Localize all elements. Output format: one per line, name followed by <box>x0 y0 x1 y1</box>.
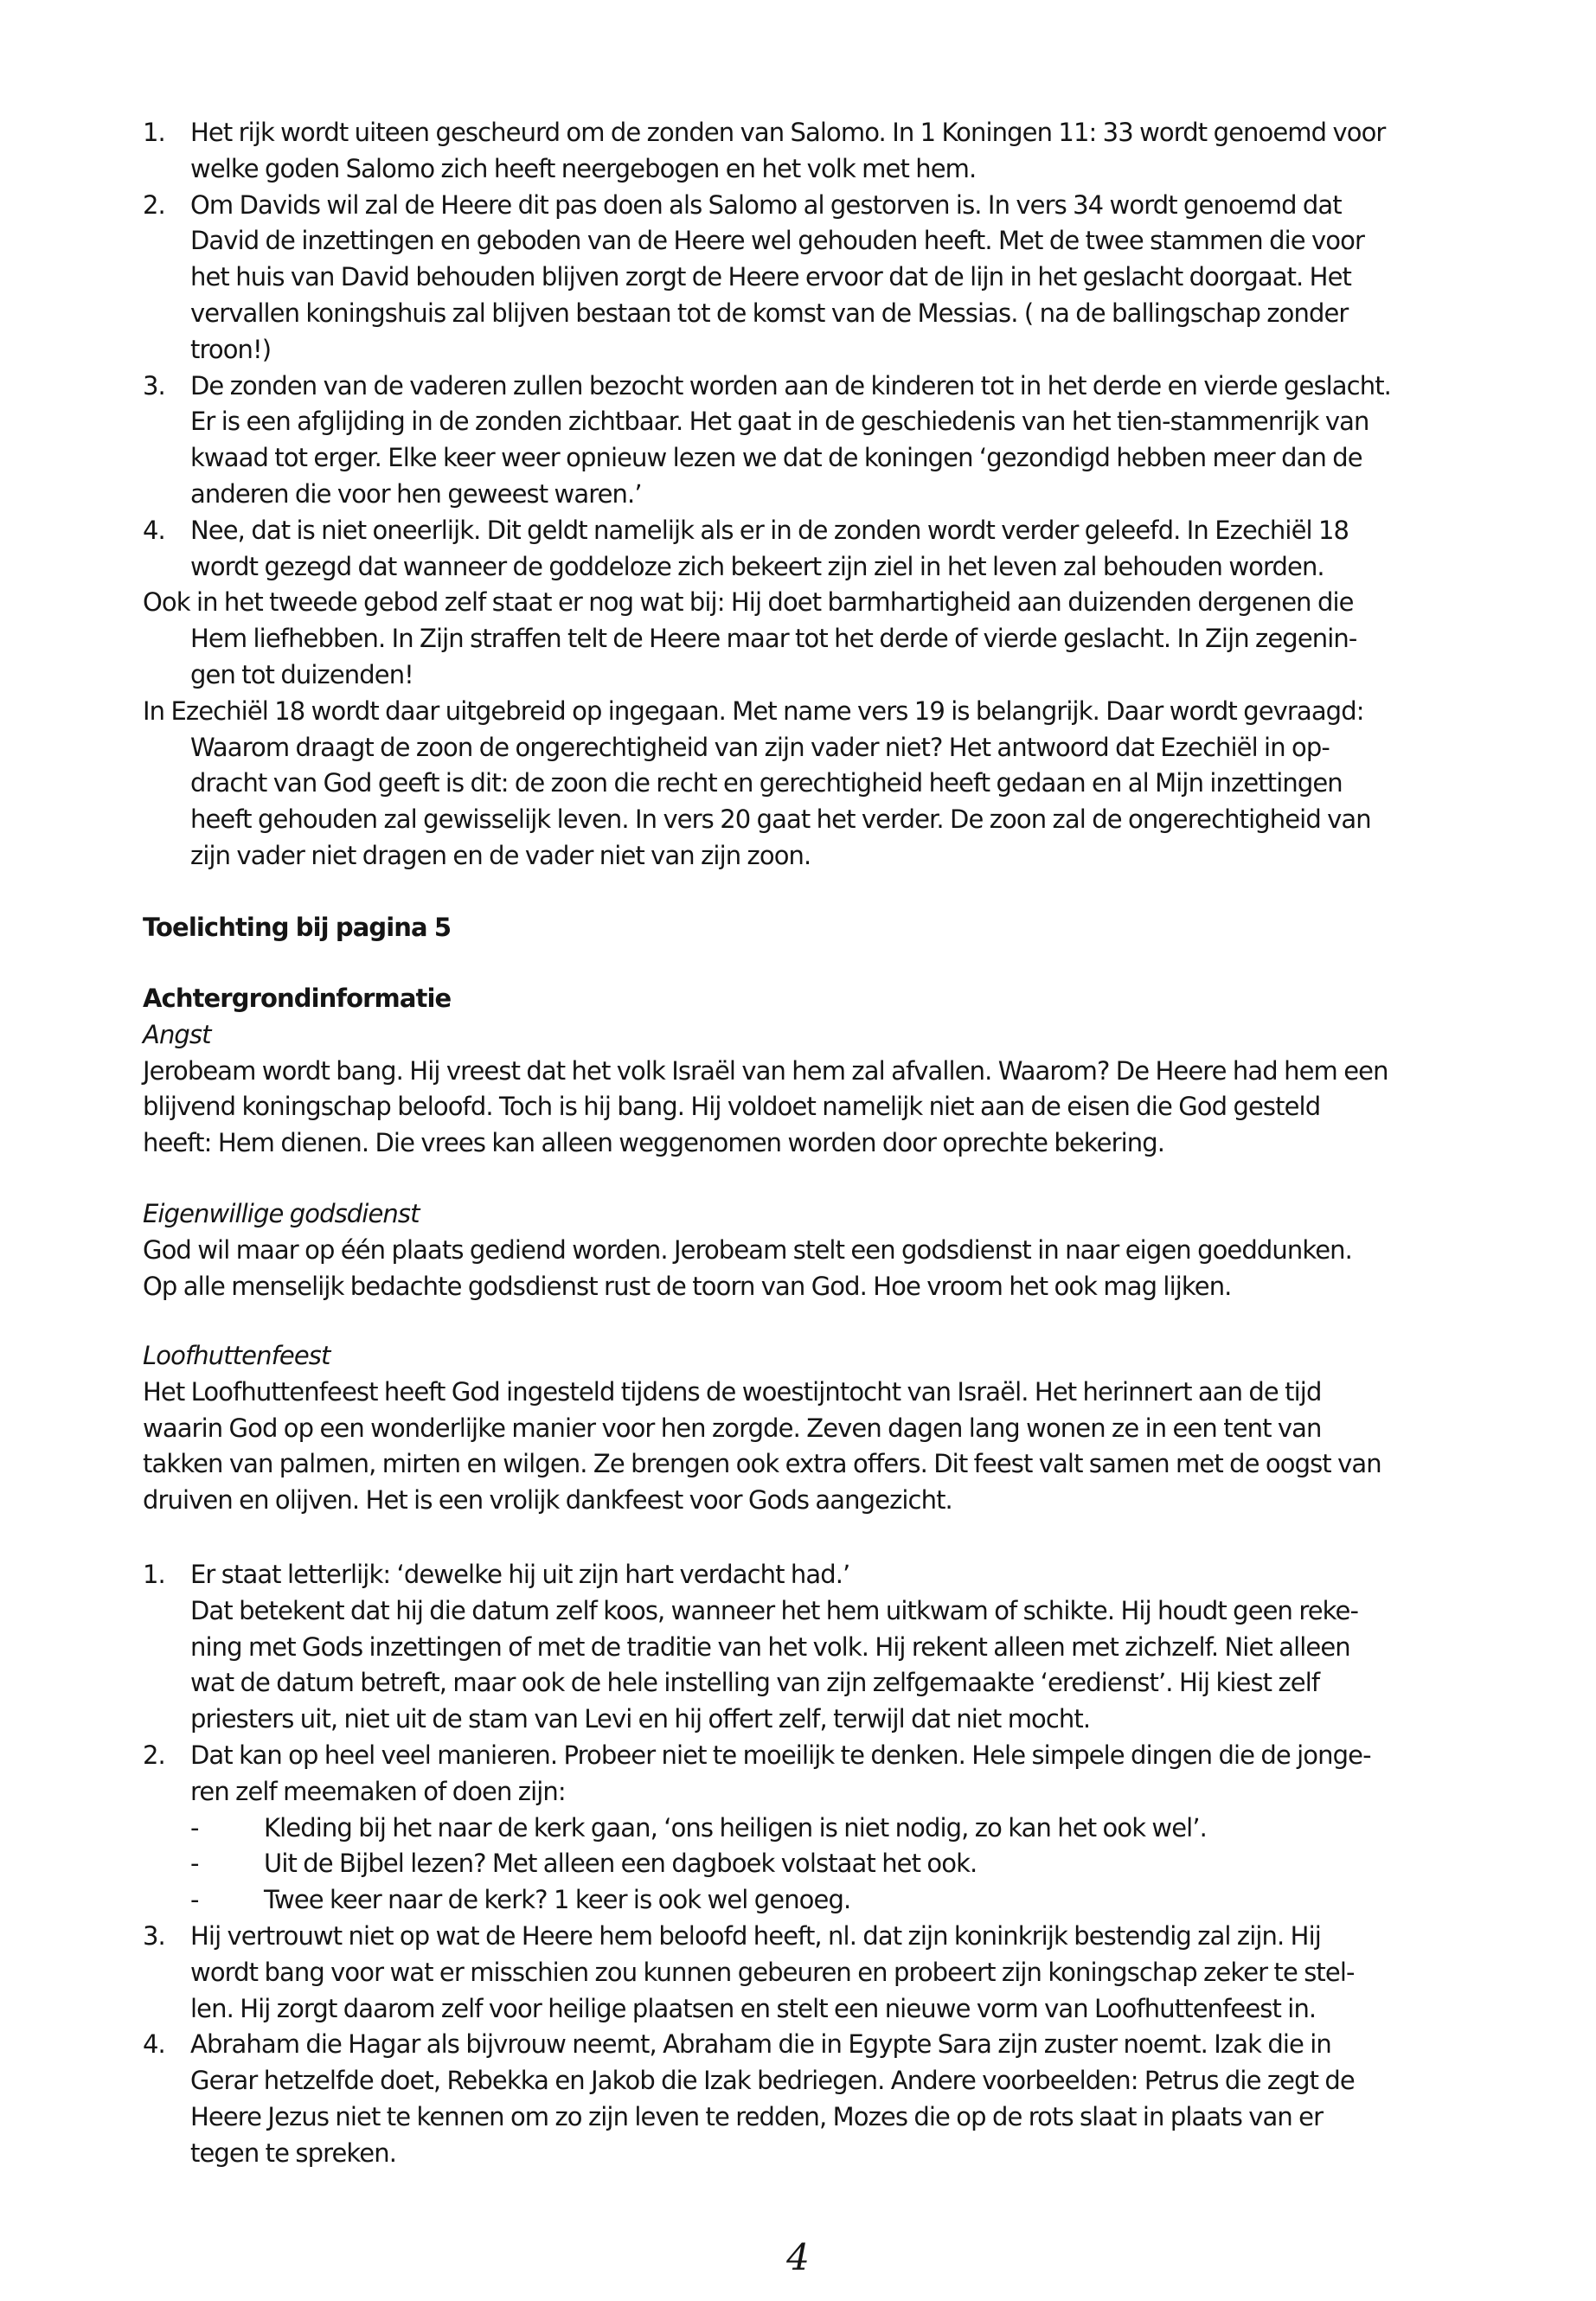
text-line: Het rijk wordt uiteen gescheurd om de zonden van Salomo. In 1 Koningen 11: 33 wordt genoemd voor <box>190 118 1386 147</box>
text-line: Twee keer naar de kerk? 1 keer is ook wel genoeg. <box>264 1885 851 1915</box>
text-line: Uit de Bijbel lezen? Met alleen een dagboek volstaat het ook. <box>264 1849 977 1879</box>
text-line: ren zelf meemaken of doen zijn: <box>190 1776 566 1806</box>
list-number: 1. <box>143 118 165 147</box>
paragraph <box>143 694 1492 875</box>
sub-list-item <box>143 1811 1492 1847</box>
text-line: vervallen koningshuis zal blijven bestaan tot de komst van de Messias. ( na de ballingschap zonder <box>190 298 1349 328</box>
heading-achtergrondinformatie: Achtergrondinformatie <box>143 984 452 1013</box>
text-line: waarin God op een wonderlijke manier voor hen zorgde. Zeven dagen lang wonen ze in een tent van <box>143 1413 1322 1443</box>
text-line: takken van palmen, mirten en wilgen. Ze brengen ook extra offers. Dit feest valt samen met de oogst van <box>143 1449 1381 1479</box>
dash-bullet: - <box>190 1812 199 1843</box>
paragraph <box>143 585 1492 693</box>
list-item <box>143 115 1492 188</box>
text-line: Er staat letterlijk: ‘dewelke hij uit zijn hart verdacht had.’ <box>190 1560 850 1589</box>
list-number: 1. <box>143 1560 165 1589</box>
list-number: 4. <box>143 515 165 545</box>
list-item <box>143 188 1492 369</box>
text-line: kwaad tot erger. Elke keer weer opnieuw lezen we dat de koningen ‘gezondigd hebben meer dan de <box>190 443 1362 473</box>
text-line: priesters uit, niet uit de stam van Levi en hij offert zelf, terwijl dat niet mocht. <box>190 1704 1091 1734</box>
text-line: Dat kan op heel veel manieren. Probeer niet te moeilijk te denken. Hele simpele dingen die de jonge- <box>190 1740 1371 1770</box>
list-number: 2. <box>143 189 165 220</box>
dash-bullet: - <box>190 1849 199 1879</box>
text-line: tegen te spreken. <box>190 2138 397 2168</box>
heading-text: Toelichting bij pagina 5 <box>143 913 452 942</box>
list-item <box>143 1557 1492 1738</box>
eigenwillige-godsdienst <box>143 1196 1492 1304</box>
dash-bullet: - <box>190 1885 199 1915</box>
section-heading-toelichting <box>143 910 1492 946</box>
text-line: In Ezechiël 18 wordt daar uitgebreid op ingegaan. Met name vers 19 is belangrijk. Daar wordt gevraagd: <box>143 695 1364 726</box>
background-info <box>143 981 1492 1162</box>
text-line: dracht van God geeft is dit: de zoon die recht en gerechtigheid heeft gedaan en al Mijn inzettingen <box>190 768 1343 798</box>
text-line: David de inzettingen en geboden van de Heere wel gehouden heeft. Met de twee stammen die voor <box>190 226 1364 256</box>
text-line: Nee, dat is niet oneerlijk. Dit geldt namelijk als er in de zonden wordt verder geleefd. In Ezechiël 18 <box>190 515 1349 545</box>
list-number: 3. <box>143 1920 165 1951</box>
text-line: gen tot duizenden! <box>190 659 413 689</box>
text-line: heeft: Hem dienen. Die vrees kan alleen weggenomen worden door oprechte bekering. <box>143 1128 1165 1158</box>
text-line: wordt gezegd dat wanneer de goddeloze zich bekeert zijn ziel in het leven zal behouden worden. <box>190 551 1324 581</box>
text-line: wordt bang voor wat er misschien zou kunnen gebeuren en probeert zijn koningschap zeker te stel- <box>190 1957 1355 1987</box>
text-line: welke goden Salomo zich heeft neergebogen en het volk met hem. <box>190 153 977 183</box>
text-line: het huis van David behouden blijven zorgt de Heere ervoor dat de lijn in het geslacht doorgaat. Het <box>190 262 1352 292</box>
text-line: blijvend koningschap beloofd. Toch is hij bang. Hij voldoet namelijk niet aan de eisen die God gesteld <box>143 1092 1321 1122</box>
text-line: Waarom draagt de zoon de ongerechtigheid van zijn vader niet? Het antwoord dat Ezechiël in op- <box>190 732 1330 762</box>
text-line: druiven en olijven. Het is een vrolijk dankfeest voor Gods aangezicht. <box>143 1485 952 1516</box>
page-number: 4 <box>786 2236 810 2279</box>
text-line: Abraham die Hagar als bijvrouw neemt, Abraham die in Egypte Sara zijn zuster noemt. Izak die in <box>190 2029 1331 2060</box>
text-line: troon!) <box>190 334 272 364</box>
text-line: anderen die voor hen geweest waren.’ <box>190 478 642 509</box>
subheading-angst: Angst <box>143 1019 211 1049</box>
text-line: Er is een afglijding in de zonden zichtbaar. Het gaat in de geschiedenis van het tien-stammenrijk van <box>190 407 1369 437</box>
text-line: Hij vertrouwt niet op wat de Heere hem beloofd heeft, nl. dat zijn koninkrijk bestendig zal zijn. Hij <box>190 1920 1321 1951</box>
sub-list-item <box>143 1846 1492 1882</box>
text-line: Het Loofhuttenfeest heeft God ingesteld tijdens de woestijntocht van Israël. Het herinnert aan de tijd <box>143 1376 1322 1407</box>
list-number: 2. <box>143 1740 165 1770</box>
text-line: Kleding bij het naar de kerk gaan, ‘ons heiligen is niet nodig, zo kan het ook wel’. <box>264 1812 1207 1843</box>
list-item <box>143 2027 1492 2171</box>
text-line: Om Davids wil zal de Heere dit pas doen als Salomo al gestorven is. In vers 34 wordt genoemd dat <box>190 189 1342 220</box>
subheading-loofhuttenfeest: Loofhuttenfeest <box>143 1341 330 1370</box>
list-item <box>143 369 1492 513</box>
text-line: Ook in het tweede gebod zelf staat er nog wat bij: Hij doet barmhartigheid aan duizenden dergenen die <box>143 587 1354 618</box>
loofhuttenfeest <box>143 1338 1492 1519</box>
text-line: Hem liefhebben. In Zijn straffen telt de Heere maar tot het derde of vierde geslacht. In Zijn zegenin- <box>190 624 1357 654</box>
list-number: 3. <box>143 370 165 401</box>
text-line: wat de datum betreft, maar ook de hele instelling van zijn zelfgemaakte ‘eredienst’. Hij kiest zelf <box>190 1668 1320 1698</box>
answers-list-2 <box>143 1557 1492 2172</box>
list-item <box>143 513 1492 586</box>
list-number: 4. <box>143 2029 165 2060</box>
text-line: Heere Jezus niet te kennen om zo zijn leven te redden, Mozes die op de rots slaat in plaats van er <box>190 2101 1324 2131</box>
list-item <box>143 1919 1492 2027</box>
answers-list-1 <box>143 115 1492 875</box>
text-line: Op alle menselijk bedachte godsdienst rust de toorn van God. Hoe vroom het ook mag lijken. <box>143 1271 1232 1301</box>
text-line: God wil maar op één plaats gediend worden. Jerobeam stelt een godsdienst in naar eigen goeddunken. <box>143 1234 1352 1265</box>
text-line: heeft gehouden zal gewisselijk leven. In vers 20 gaat het verder. De zoon zal de ongerechtigheid van <box>190 804 1371 835</box>
text-line: zijn vader niet dragen en de vader niet van zijn zoon. <box>190 840 811 870</box>
text-line: Jerobeam wordt bang. Hij vreest dat het volk Israël van hem zal afvallen. Waarom? De Heere had hem een <box>143 1055 1388 1086</box>
text-line: De zonden van de vaderen zullen bezocht worden aan de kinderen tot in het derde en vierde geslacht. <box>190 370 1391 401</box>
sub-list-item <box>143 1882 1492 1919</box>
subheading-eigenwillige-godsdienst: Eigenwillige godsdienst <box>143 1199 420 1228</box>
text-line: Dat betekent dat hij die datum zelf koos, wanneer het hem uitkwam of schikte. Hij houdt geen reke- <box>190 1595 1359 1625</box>
text-line: len. Hij zorgt daarom zelf voor heilige plaatsen en stelt een nieuwe vorm van Loofhuttenfeest in. <box>190 1993 1317 2023</box>
list-item <box>143 1738 1492 1811</box>
text-line: ning met Gods inzettingen of met de traditie van het volk. Hij rekent alleen met zichzelf. Niet alleen <box>190 1631 1350 1662</box>
text-line: Gerar hetzelfde doet, Rebekka en Jakob die Izak bedriegen. Andere voorbeelden: Petrus die zegt de <box>190 2066 1355 2096</box>
